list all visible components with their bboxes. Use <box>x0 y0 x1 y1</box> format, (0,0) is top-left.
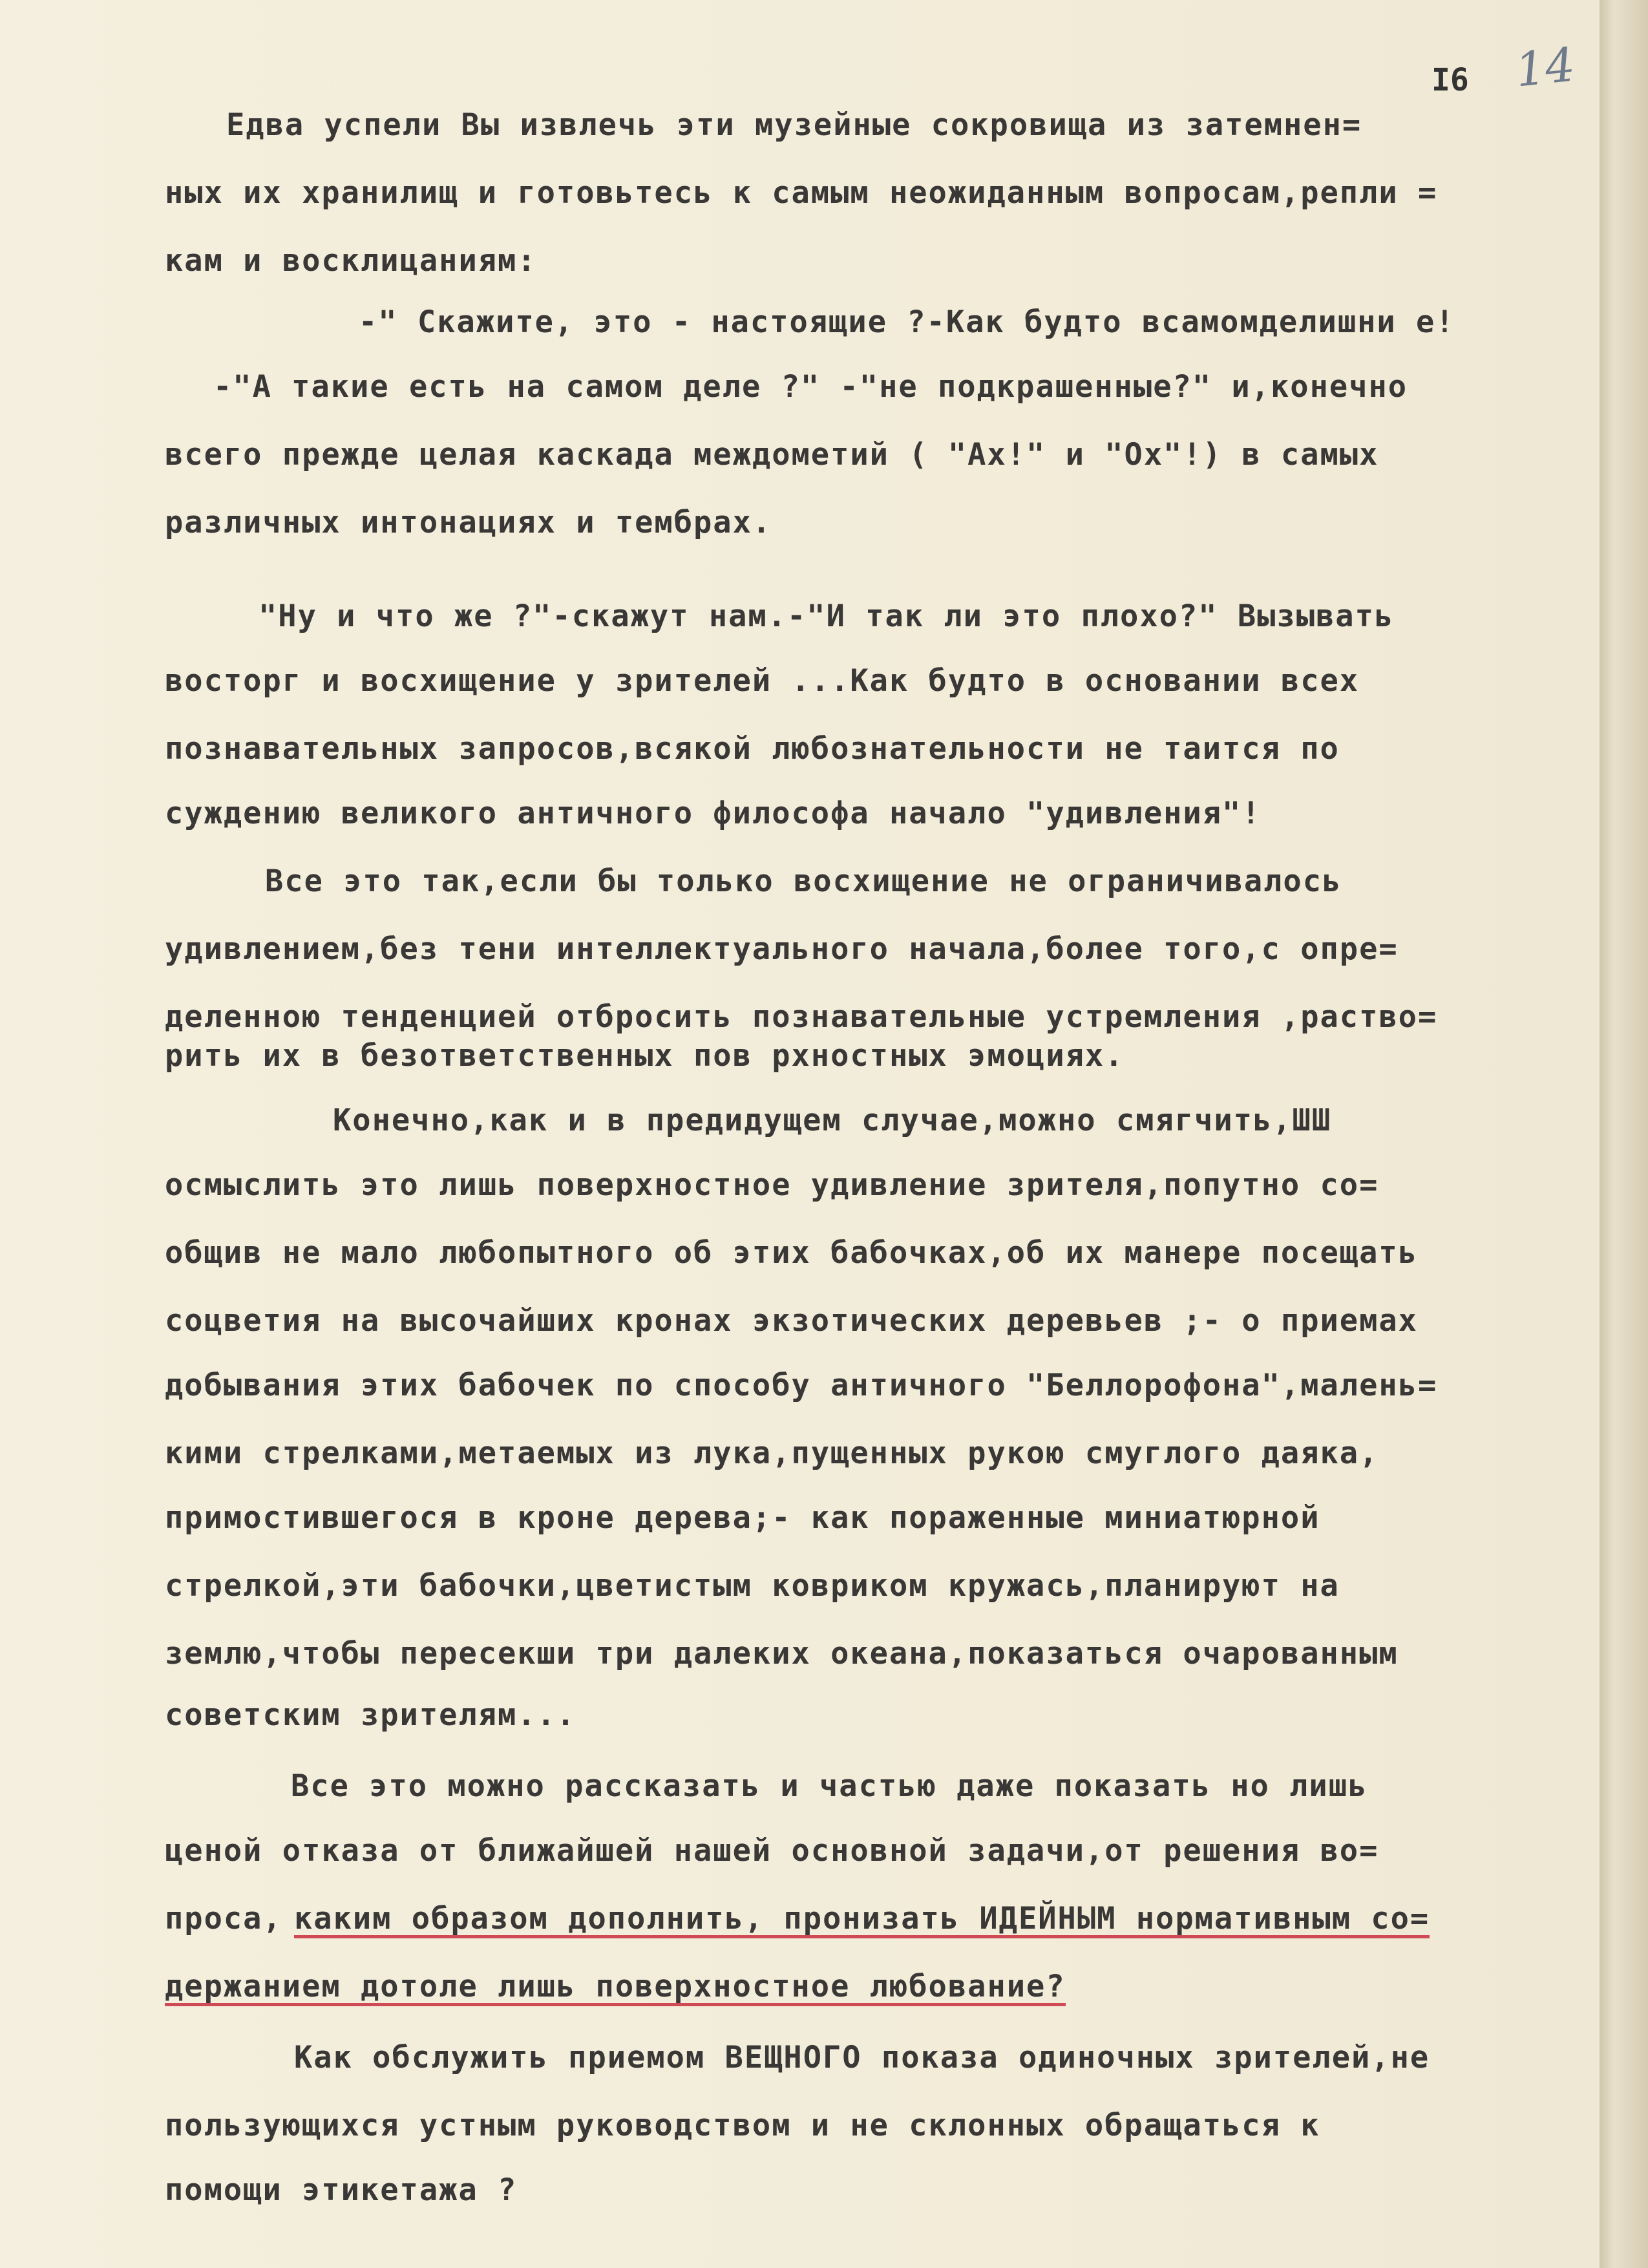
text-line: помощи этикетажа ? <box>165 2172 518 2208</box>
paper-edge <box>1600 0 1648 2268</box>
text-line: ных их хранилищ и готовьтесь к самым неожиданным вопросам,репли = <box>165 175 1438 211</box>
text-line: "Ну и что же ?"-скажут нам.-"И так ли это плохо?" Вызывать <box>259 599 1395 634</box>
text-line: Все это можно рассказать и частью даже показать но лишь <box>291 1768 1368 1804</box>
text-line: -"А такие есть на самом деле ?" -"не подкрашенные?" и,конечно <box>213 369 1408 405</box>
text-line: Едва успели Вы извлечь эти музейные сокровища из затемнен= <box>226 107 1362 143</box>
text-line: суждению великого античного философа начало "удивления"! <box>165 796 1262 831</box>
text-line: удивлением,без тени интеллектуального начала,более того,с опре= <box>165 931 1399 967</box>
text-line: кими стрелками,метаемых из лука,пущенных рукою смуглого даяка, <box>165 1436 1379 1471</box>
text-line: землю,чтобы пересекши три далеких океана,показаться очарованным <box>165 1636 1399 1671</box>
text-line: общив не мало любопытного об этих бабочках,об их манере посещать <box>165 1235 1418 1271</box>
text-line: рить их в безответственных пов рхностных эмоциях. <box>165 1038 1125 1074</box>
page-number: I6 <box>1431 62 1469 98</box>
text-line: добывания этих бабочек по способу античного "Беллорофона",малень= <box>165 1368 1438 1403</box>
text-line: ценой отказа от ближайшей нашей основной задачи,от решения во= <box>165 1833 1379 1869</box>
text-line: пользующихся устным руководством и не склонных обращаться к <box>165 2108 1320 2143</box>
text-line: различных интонациях и тембрах. <box>165 505 772 540</box>
text-line: Все это так,если бы только восхищение не ограничивалось <box>265 864 1342 899</box>
text-line: советским зрителям... <box>165 1697 576 1733</box>
text-line: примостившегося в кроне дерева;- как пораженные миниатюрной <box>165 1500 1320 1536</box>
text-line: познавательных запросов,всякой любознательности не таится по <box>165 731 1340 767</box>
underlined-text-line: держанием дотоле лишь поверхностное любование? <box>165 1971 1066 2006</box>
text-line: осмыслить это лишь поверхностное удивление зрителя,попутно со= <box>165 1167 1379 1203</box>
text-line: восторг и восхищение у зрителей ...Как будто в основании всех <box>165 663 1360 699</box>
text-line-lead: проса, <box>165 1901 282 1936</box>
text-line: стрелкой,эти бабочки,цветистым ковриком кружась,планируют на <box>165 1568 1340 1604</box>
text-line: соцветия на высочайших кронах экзотических деревьев ;- о приемах <box>165 1303 1418 1339</box>
underlined-text-line: каким образом дополнить, пронизать ИДЕЙНЫМ нормативным со= <box>294 1903 1430 1938</box>
text-line: Конечно,как и в предидущем случае,можно смягчить,ШШ <box>333 1103 1332 1138</box>
handwritten-page-number: 14 <box>1512 37 1578 98</box>
text-line: всего прежде целая каскада междометий ( "Ах!" и "Ох"!) в самых <box>165 437 1379 472</box>
text-line: Как обслужить приемом ВЕЩНОГО показа одиночных зрителей,не <box>294 2040 1430 2075</box>
text-line: кам и восклицаниям: <box>165 243 537 279</box>
text-line: -" Скажите, это - настоящие ?-Как будто всамомделишни е! <box>359 304 1455 340</box>
text-line: деленною тенденцией отбросить познавательные устремления ,раство= <box>165 999 1438 1035</box>
